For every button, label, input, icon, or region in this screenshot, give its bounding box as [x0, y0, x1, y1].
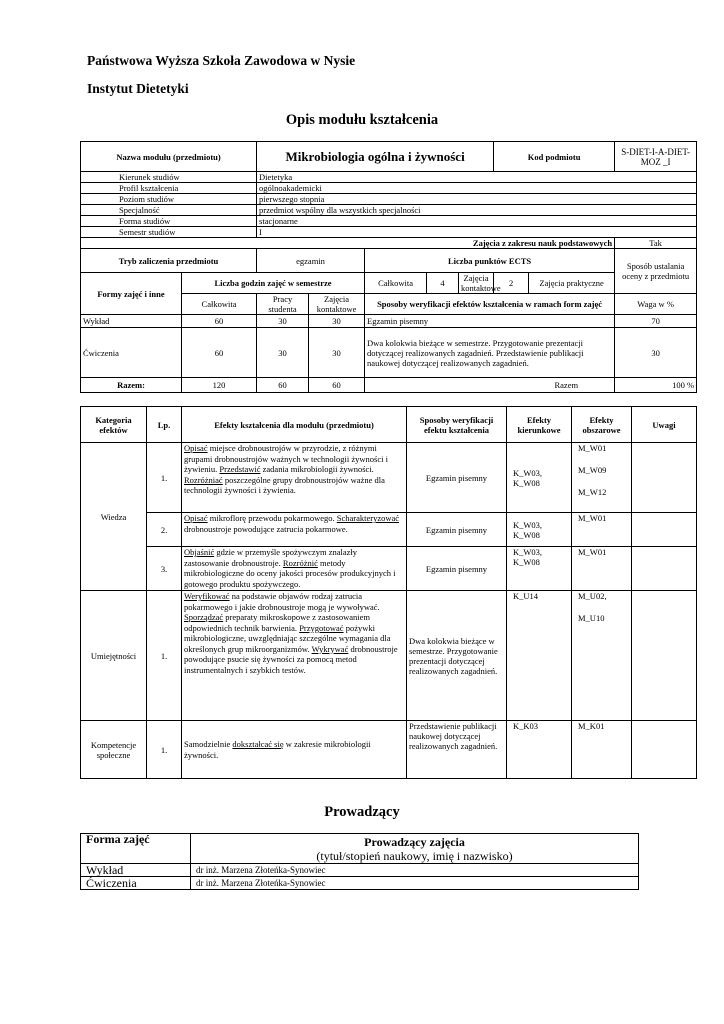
col-effects: Efekty kształcenia dla modułu (przedmiotu)	[182, 407, 407, 443]
info-label: Poziom studiów	[81, 194, 257, 205]
effect-text: Opisać miejsce drobnoustrojów w przyrodzie, z różnymi grupami drobnoustrojów ważnych w technologii żywności i żywieniu. Przedstawić zadania mikrobiologii żywności. Rozróżniać poszczególne grupy drobnoustrojów ważne dla technologii żywności i żywienia.	[182, 443, 407, 513]
effect-area	[572, 443, 632, 513]
assessment-label: Sposób ustalania oceny z przedmiotu	[615, 249, 697, 294]
col-contact: Zajęcia kontaktowe	[309, 294, 365, 315]
effect-directional: K_W03, K_W08	[507, 513, 572, 547]
form-name: Wykład	[81, 315, 182, 328]
document-title: Opis modułu kształcenia	[285, 112, 439, 128]
category-knowledge: Wiedza	[81, 443, 147, 591]
info-value: ogólnoakademicki	[257, 183, 697, 194]
info-value: stacjonarne	[257, 216, 697, 227]
effect-area	[572, 547, 632, 591]
effect-method: Dwa kolokwia bieżące w semestrze. Przygotowanie prezentacji dotyczącej realizowanych zagadnień.	[407, 591, 507, 721]
area-code: M_U10	[578, 613, 605, 623]
info-label: Forma studiów	[81, 216, 257, 227]
form-name: Ćwiczenia	[81, 328, 182, 378]
lecturers-title: Prowadzący	[324, 804, 400, 820]
sum-student: 60	[257, 378, 309, 393]
effect-verb: Sporządzać	[184, 612, 224, 622]
area-code: M_W01	[578, 547, 607, 557]
sum-contact: 60	[309, 378, 365, 393]
weight-label: Waga w %	[615, 294, 697, 315]
forms-label: Formy zajęć i inne	[81, 273, 182, 315]
form-student: 30	[257, 328, 309, 378]
area-code: M_W12	[578, 487, 607, 497]
form-student: 30	[257, 315, 309, 328]
category-competences: Kompetencje społeczne	[81, 721, 147, 779]
effect-lp: 1.	[147, 591, 182, 721]
effect-verb: dokształcać się	[232, 739, 284, 749]
effect-lp: 3.	[147, 547, 182, 591]
form-contact: 30	[309, 328, 365, 378]
module-code: S-DIET-I-A-DIET-MOZ _I	[615, 142, 697, 172]
form-total: 60	[182, 328, 257, 378]
module-code-label: Kod podmiotu	[494, 142, 615, 172]
module-name: Mikrobiologia ogólna i żywności	[257, 142, 494, 172]
area-code: M_W01	[578, 443, 607, 453]
area-code: M_W01	[578, 513, 607, 523]
module-name-label: Nazwa modułu (przedmiotu)	[81, 142, 257, 172]
effect-verb: Objaśnić	[184, 547, 215, 557]
effect-area	[572, 513, 632, 547]
effect-method: Egzamin pisemny	[407, 547, 507, 591]
info-label: Kierunek studiów	[81, 172, 257, 183]
col-category: Kategoria efektów	[81, 407, 147, 443]
effect-verb: Wykrywać	[311, 643, 349, 654]
effects-table	[80, 406, 697, 779]
effect-notes	[632, 591, 697, 721]
info-value: Dietetyka	[257, 172, 697, 183]
effect-notes	[632, 721, 697, 779]
info-value: I	[257, 227, 697, 238]
lecturers-table	[80, 833, 639, 890]
lecturer-name: dr inż. Marzena Złoteńka-Synowiec	[191, 864, 639, 877]
col-directional: Efekty kierunkowe	[507, 407, 572, 443]
verification-label: Sposoby weryfikacji efektów kształcenia w ramach form zajęć	[365, 294, 615, 315]
col-lp: Lp.	[147, 407, 182, 443]
lecturer-label: Prowadzący zajęcia	[364, 834, 465, 849]
col-area: Efekty obszarowe	[572, 407, 632, 443]
effect-verb: Weryfikować	[184, 591, 230, 601]
institute-name: Instytut Dietetyki	[87, 81, 189, 96]
effect-directional: K_U14	[507, 591, 572, 721]
effect-verb: Rozróżnić	[282, 557, 318, 568]
col-notes: Uwagi	[632, 407, 697, 443]
category-skills: Umiejętności	[81, 591, 147, 721]
effect-method: Egzamin pisemny	[407, 443, 507, 513]
form-method: Dwa kolokwia bieżące w semestrze. Przygotowanie prezentacji dotyczącej realizowanych zagadnień. Przedstawienie publikacji naukowej dotyczącej realizowanych zagadnień.	[365, 328, 615, 378]
info-value: przedmiot wspólny dla wszystkich specjalności	[257, 205, 697, 216]
info-label: Semestr studiów	[81, 227, 257, 238]
school-name: Państwowa Wyższa Szkoła Zawodowa w Nysie	[87, 53, 356, 68]
ects-total-label: Całkowita	[365, 273, 427, 294]
lecturer-form: Wykład	[81, 864, 191, 877]
lecturer-name: dr inż. Marzena Złoteńka-Synowiec	[191, 877, 639, 890]
effect-method: Egzamin pisemny	[407, 513, 507, 547]
ects-contact-label: Zajęcia kontaktowe	[459, 273, 494, 294]
sum-label: Razem:	[81, 378, 182, 393]
ects-total-value: 4	[427, 273, 459, 294]
effect-area	[572, 721, 632, 779]
form-total: 60	[182, 315, 257, 328]
effect-verb: Przygotować	[299, 622, 344, 633]
effect-verb: Opisać	[184, 443, 208, 453]
hours-label: Liczba godzin zajęć w semestrze	[182, 273, 365, 294]
info-label: Specjalność	[81, 205, 257, 216]
effect-text: Objaśnić gdzie w przemyśle spożywczym znalazły zastosowanie drobnoustroje. Rozróżnić metody mikrobiologiczne do oceny jakości procesów produkcyjnych i gotowego produktu spożywczego.	[182, 547, 407, 591]
ects-label: Liczba punktów ECTS	[365, 249, 615, 273]
effect-lp: 1.	[147, 443, 182, 513]
module-table	[80, 141, 697, 393]
practical-value: Tak	[615, 238, 697, 249]
area-code: M_W09	[578, 465, 607, 475]
effect-directional: K_K03	[507, 721, 572, 779]
form-label: Forma zajęć	[81, 834, 191, 864]
effect-directional: K_W03, K_W08	[507, 443, 572, 513]
sum-razem: Razem	[365, 378, 615, 393]
area-code: M_U02,	[578, 591, 607, 601]
area-code: M_K01	[578, 721, 605, 731]
effect-text: Weryfikować na podstawie objawów rodzaj zatrucia pokarmowego i jakie drobnoustroje mogą je wywoływać. Sporządzać preparaty mikroskopowe z zastosowaniem odpowiednich technik barwienia. Przygotować pożywki mikrobiologiczne, uwzględniając szczególne wymagania dla określonych grup mikroorganizmów. Wykrywać drobnoustroje powodujące psucie się żywności za pomocą metod instrumentalnych i szybkich testów.	[182, 591, 407, 721]
credit-mode-label: Tryb zaliczenia przedmiotu	[81, 249, 257, 273]
practical-label: Zajęcia z zakresu nauk podstawowych	[81, 238, 615, 249]
effect-area	[572, 591, 632, 721]
effect-verb: Scharakteryzować	[336, 513, 400, 523]
col-methods: Sposoby weryfikacji efektu kształcenia	[407, 407, 507, 443]
effect-lp: 2.	[147, 513, 182, 547]
col-total: Całkowita	[182, 294, 257, 315]
info-value: pierwszego stopnia	[257, 194, 697, 205]
effect-directional: K_W03, K_W08	[507, 547, 572, 591]
lecturer-sublabel: (tytuł/stopień naukowy, imię i nazwisko)	[316, 848, 513, 863]
sum-weight: 100 %	[615, 378, 697, 393]
lecturer-form: Ćwiczenia	[81, 877, 191, 890]
effect-verb: Przedstawić	[219, 464, 261, 474]
effect-notes	[632, 443, 697, 513]
ects-practical-label: Zajęcia praktyczne	[529, 273, 615, 294]
form-weight: 30	[615, 328, 697, 378]
effect-text: Opisać mikroflorę przewodu pokarmowego. Scharakteryzować drobnoustroje powodujące zatrucia pokarmowe.	[182, 513, 407, 547]
info-label: Profil kształcenia	[81, 183, 257, 194]
form-method: Egzamin pisemny	[365, 315, 615, 328]
effect-verb: Opisać	[184, 513, 208, 523]
form-contact: 30	[309, 315, 365, 328]
credit-mode-value: egzamin	[257, 249, 365, 273]
effect-lp: 1.	[147, 721, 182, 779]
sum-total: 120	[182, 378, 257, 393]
ects-contact-value: 2	[494, 273, 529, 294]
effect-method: Przedstawienie publikacji naukowej dotyczącej realizowanych zagadnień.	[407, 721, 507, 779]
effect-notes	[632, 547, 697, 591]
effect-notes	[632, 513, 697, 547]
col-student: Pracy studenta	[257, 294, 309, 315]
effect-verb: Rozróżniać	[184, 474, 223, 485]
form-weight: 70	[615, 315, 697, 328]
effect-text: Samodzielnie dokształcać się w zakresie mikrobiologii żywności.	[182, 721, 407, 779]
